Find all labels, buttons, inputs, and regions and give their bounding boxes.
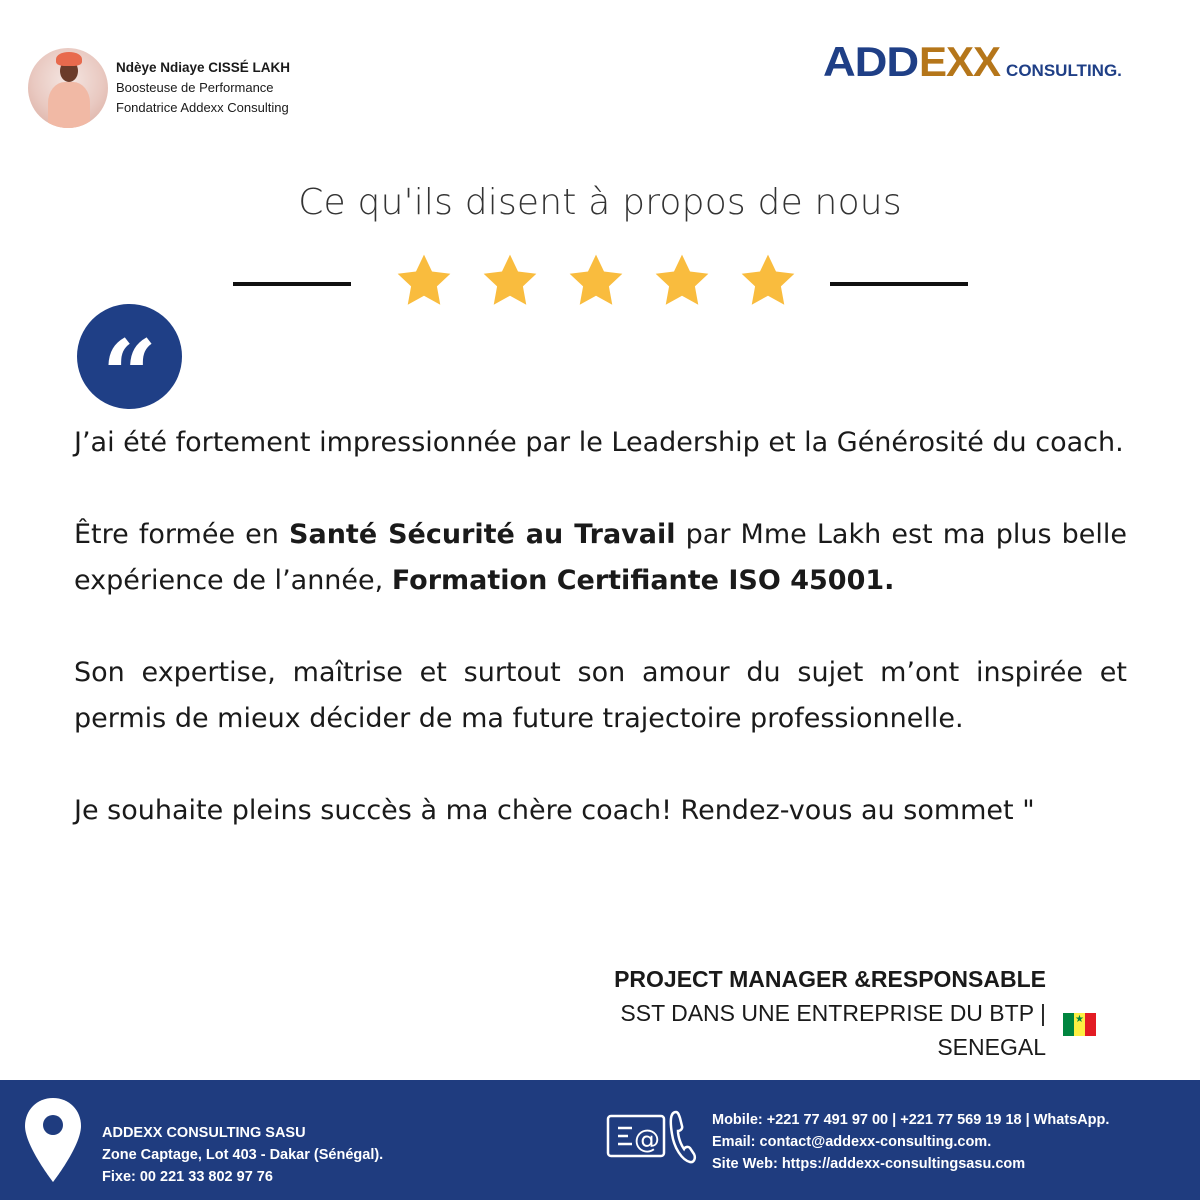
author-info <box>116 58 290 118</box>
avatar <box>28 48 108 128</box>
footer <box>0 1080 1200 1200</box>
logo-add: ADD <box>823 38 919 85</box>
author-block <box>28 48 290 128</box>
footer-company: ADDEXX CONSULTING SASU <box>102 1125 306 1141</box>
map-pin-icon <box>22 1096 84 1186</box>
divider-right <box>830 282 968 286</box>
star-icon <box>393 250 455 312</box>
p2-bold-b: Formation Certifiante ISO 45001. <box>391 565 895 596</box>
footer-mobile: Mobile: +221 77 491 97 00 | +221 77 569 19 18 | WhatsApp. <box>712 1112 1110 1128</box>
author-name: Ndèye Ndiaye CISSÉ LAKH <box>116 60 291 75</box>
star-icon <box>651 250 713 312</box>
signature-line-2: SST DANS UNE ENTREPRISE DU BTP | <box>620 1000 1046 1026</box>
logo-exx: EXX <box>919 38 1001 85</box>
author-role: Boosteuse de Performance <box>116 80 274 95</box>
logo-consulting: CONSULTING. <box>1006 61 1122 80</box>
author-org: Fondatrice Addexx Consulting <box>116 100 289 115</box>
contact-icon <box>606 1106 698 1168</box>
testimonial-signature <box>614 962 1046 1064</box>
footer-email[interactable]: Email: contact@addexx-consulting.com. <box>712 1134 992 1150</box>
divider-left <box>233 282 351 286</box>
quote-icon: “ <box>101 318 158 432</box>
footer-contacts <box>712 1109 1109 1175</box>
star-rating <box>393 250 799 312</box>
footer-website[interactable]: Site Web: https://addexx-consultingsasu.com <box>712 1156 1026 1172</box>
footer-street: Zone Captage, Lot 403 - Dakar (Sénégal). <box>102 1147 384 1163</box>
senegal-flag-icon <box>1063 1013 1096 1036</box>
testimonial-paragraph-4: Je souhaite pleins succès à ma chère coach! Rendez-vous au sommet " <box>74 794 1035 826</box>
testimonial-paragraph-2 <box>74 512 1127 605</box>
svg-text:@: @ <box>634 1125 660 1155</box>
star-icon <box>565 250 627 312</box>
addexx-logo <box>823 38 1122 86</box>
signature-role: PROJECT MANAGER &RESPONSABLE <box>614 966 1046 992</box>
p2-bold-a: Santé Sécurité au Travail <box>289 518 676 550</box>
testimonial-paragraph-1: J’ai été fortement impressionnée par le Leadership et la Générosité du coach. <box>74 427 1124 458</box>
signature-country: SENEGAL <box>937 1034 1046 1060</box>
p2-text-b: par Mme Lakh est ma plus belle expérience de l’année, <box>74 518 1128 596</box>
star-icon <box>479 250 541 312</box>
footer-fixe: Fixe: 00 221 33 802 97 76 <box>102 1169 273 1185</box>
quote-badge <box>77 304 182 432</box>
footer-address <box>102 1122 383 1188</box>
testimonial-text <box>74 420 1127 879</box>
star-icon <box>737 250 799 312</box>
testimonial-paragraph-3: Son expertise, maîtrise et surtout son amour du sujet m’ont inspirée et permis de mieux décider de ma future trajectoire professionnelle. <box>74 656 1127 734</box>
p2-text-a: Être formée en <box>74 518 290 550</box>
page-title: Ce qu'ils disent à propos de nous <box>298 182 902 223</box>
